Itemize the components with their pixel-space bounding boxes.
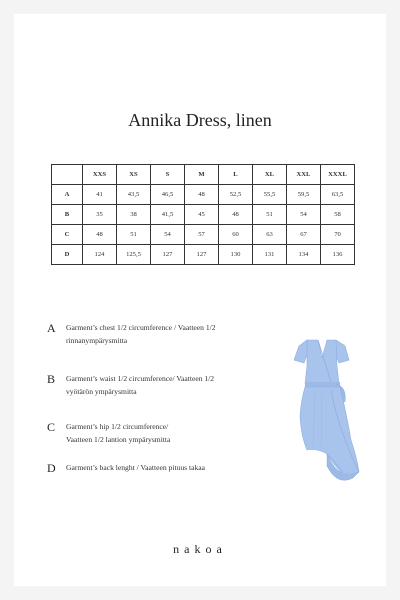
legend-letter: C (47, 420, 56, 434)
table-row (52, 205, 355, 225)
legend-text (66, 461, 270, 474)
table-cell: 67 (287, 225, 321, 245)
table-cell: 43,5 (117, 185, 151, 205)
legend-line: Vaatteen 1/2 lantion ympärysmitta (66, 435, 171, 444)
table-cell: 124 (83, 245, 117, 265)
table-cell: 57 (185, 225, 219, 245)
table-cell: 48 (219, 205, 253, 225)
table-cell: 48 (185, 185, 219, 205)
size-header-l: L (219, 165, 253, 185)
size-table (51, 164, 355, 265)
legend-line: Garment’s hip 1/2 circumference/ (66, 422, 169, 431)
table-cell: 134 (287, 245, 321, 265)
table-cell: 51 (253, 205, 287, 225)
table-cell: 59,5 (287, 185, 321, 205)
size-chart-sheet (14, 14, 386, 586)
table-row (52, 225, 355, 245)
table-cell: 127 (151, 245, 185, 265)
row-label: B (52, 205, 83, 225)
table-cell: 52,5 (219, 185, 253, 205)
table-cell: 35 (83, 205, 117, 225)
legend-text (66, 372, 270, 398)
table-cell: 45 (185, 205, 219, 225)
table-cell: 70 (321, 225, 355, 245)
legend-line: rinnanympärysmitta (66, 336, 128, 345)
page-title: Annika Dress, linen (128, 110, 272, 130)
table-cell: 41 (83, 185, 117, 205)
legend-line: Garment’s back lenght / Vaatteen pituus takaa (66, 463, 206, 472)
table-cell: 60 (219, 225, 253, 245)
table-corner-cell (52, 165, 83, 185)
size-header-xxl: XXL (287, 165, 321, 185)
table-cell: 54 (151, 225, 185, 245)
table-cell: 63 (253, 225, 287, 245)
table-cell: 54 (287, 205, 321, 225)
legend-line: Garment’s waist 1/2 circumference/ Vaatteen 1/2 (66, 374, 215, 383)
table-cell: 38 (117, 205, 151, 225)
size-header-xl: XL (253, 165, 287, 185)
table-cell: 48 (83, 225, 117, 245)
table-cell: 51 (117, 225, 151, 245)
table-cell: 136 (321, 245, 355, 265)
table-row (52, 245, 355, 265)
dress-illustration-icon (287, 336, 362, 488)
size-header-xs: XS (117, 165, 151, 185)
table-cell: 55,5 (253, 185, 287, 205)
row-label: D (52, 245, 83, 265)
table-cell: 46,5 (151, 185, 185, 205)
table-cell: 127 (185, 245, 219, 265)
size-header-xxxl: XXXL (321, 165, 355, 185)
legend-letter: B (47, 372, 56, 386)
row-label: C (52, 225, 83, 245)
legend-line: vyötärön ympärysmitta (66, 387, 137, 396)
table-row (52, 185, 355, 205)
brand-logo: nakoa (173, 542, 227, 556)
legend-letter: D (47, 461, 56, 475)
size-header-s: S (151, 165, 185, 185)
table-cell: 58 (321, 205, 355, 225)
table-cell: 131 (253, 245, 287, 265)
legend-line: Garment’s chest 1/2 circumference / Vaatteen 1/2 (66, 323, 216, 332)
legend-text (66, 420, 270, 446)
legend-letter: A (47, 321, 56, 335)
size-header-xxs: XXS (83, 165, 117, 185)
table-cell: 125,5 (117, 245, 151, 265)
table-cell: 63,5 (321, 185, 355, 205)
row-label: A (52, 185, 83, 205)
size-header-m: M (185, 165, 219, 185)
table-header-row (52, 165, 355, 185)
table-cell: 41,5 (151, 205, 185, 225)
table-cell: 130 (219, 245, 253, 265)
legend-text (66, 321, 270, 347)
